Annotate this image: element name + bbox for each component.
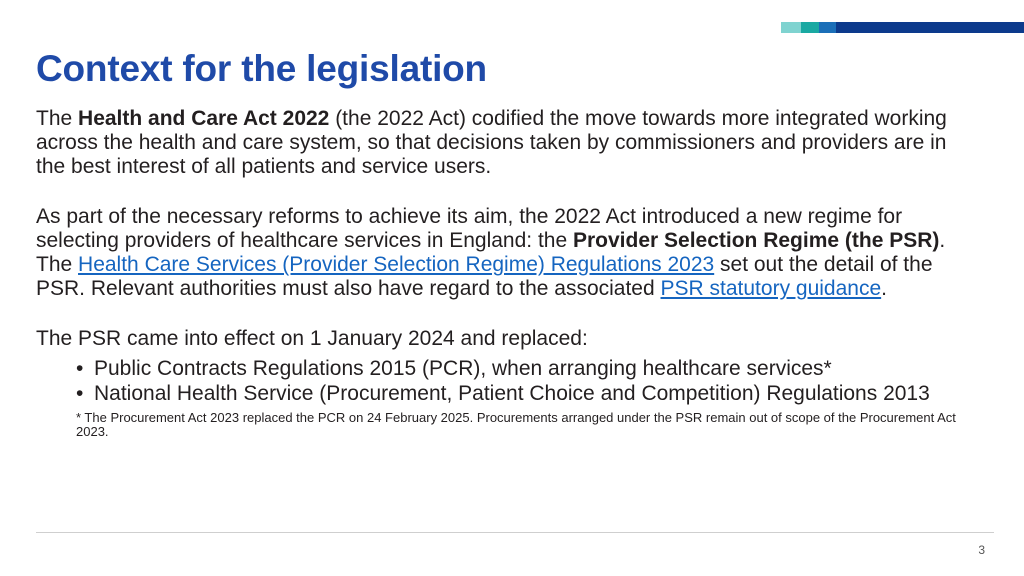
accent-bar-segment-2 — [801, 22, 819, 33]
bullet-icon: • — [76, 382, 84, 405]
regulations-link[interactable]: Health Care Services (Provider Selection Regime) Regulations 2023 — [78, 253, 715, 276]
paragraph-psr-text-4: . — [881, 277, 887, 300]
paragraph-act-text-1: The — [36, 107, 79, 130]
paragraph-psr-text-3: set out the detail of the PSR. Relevant authorities must also have regard to the associated — [36, 253, 933, 300]
page-number: 3 — [978, 543, 985, 557]
paragraph-act — [36, 107, 971, 179]
list-item-text: Public Contracts Regulations 2015 (PCR), when arranging healthcare services* — [94, 357, 832, 380]
accent-bar-segment-1 — [781, 22, 801, 33]
paragraph-replaced: The PSR came into effect on 1 January 2024 and replaced: — [36, 327, 588, 350]
paragraph-psr-text-2: . The — [36, 229, 946, 276]
list-item-text: National Health Service (Procurement, Patient Choice and Competition) Regulations 2013 — [94, 382, 930, 405]
footnote: * The Procurement Act 2023 replaced the PCR on 24 February 2025. Procurements arranged under the PSR remain out of scope of the Procurement Act 2023. — [76, 410, 956, 439]
slide-body — [36, 107, 971, 439]
replaced-regulations-list — [36, 358, 971, 405]
bullet-icon: • — [76, 357, 84, 380]
list-item — [76, 383, 971, 405]
footer-divider — [36, 532, 994, 533]
accent-bar-segment-4 — [836, 22, 1024, 33]
paragraph-act-text-2: (the 2022 Act) codified the move towards more integrated working across the health and care system, so that decisions taken by commissioners and providers are in the best interest of all patients and service users. — [36, 107, 947, 178]
list-item — [76, 358, 971, 380]
paragraph-psr — [36, 205, 971, 301]
paragraph-act-bold: Health and Care Act 2022 — [78, 107, 330, 130]
slide-title: Context for the legislation — [36, 48, 487, 89]
statutory-guidance-link[interactable]: PSR statutory guidance — [660, 277, 882, 300]
accent-bar-segment-3 — [819, 22, 836, 33]
paragraph-psr-text-1: As part of the necessary reforms to achieve its aim, the 2022 Act introduced a new regime for selecting providers of healthcare services in England: the — [36, 205, 903, 252]
paragraph-psr-bold: Provider Selection Regime (the PSR) — [572, 229, 940, 252]
